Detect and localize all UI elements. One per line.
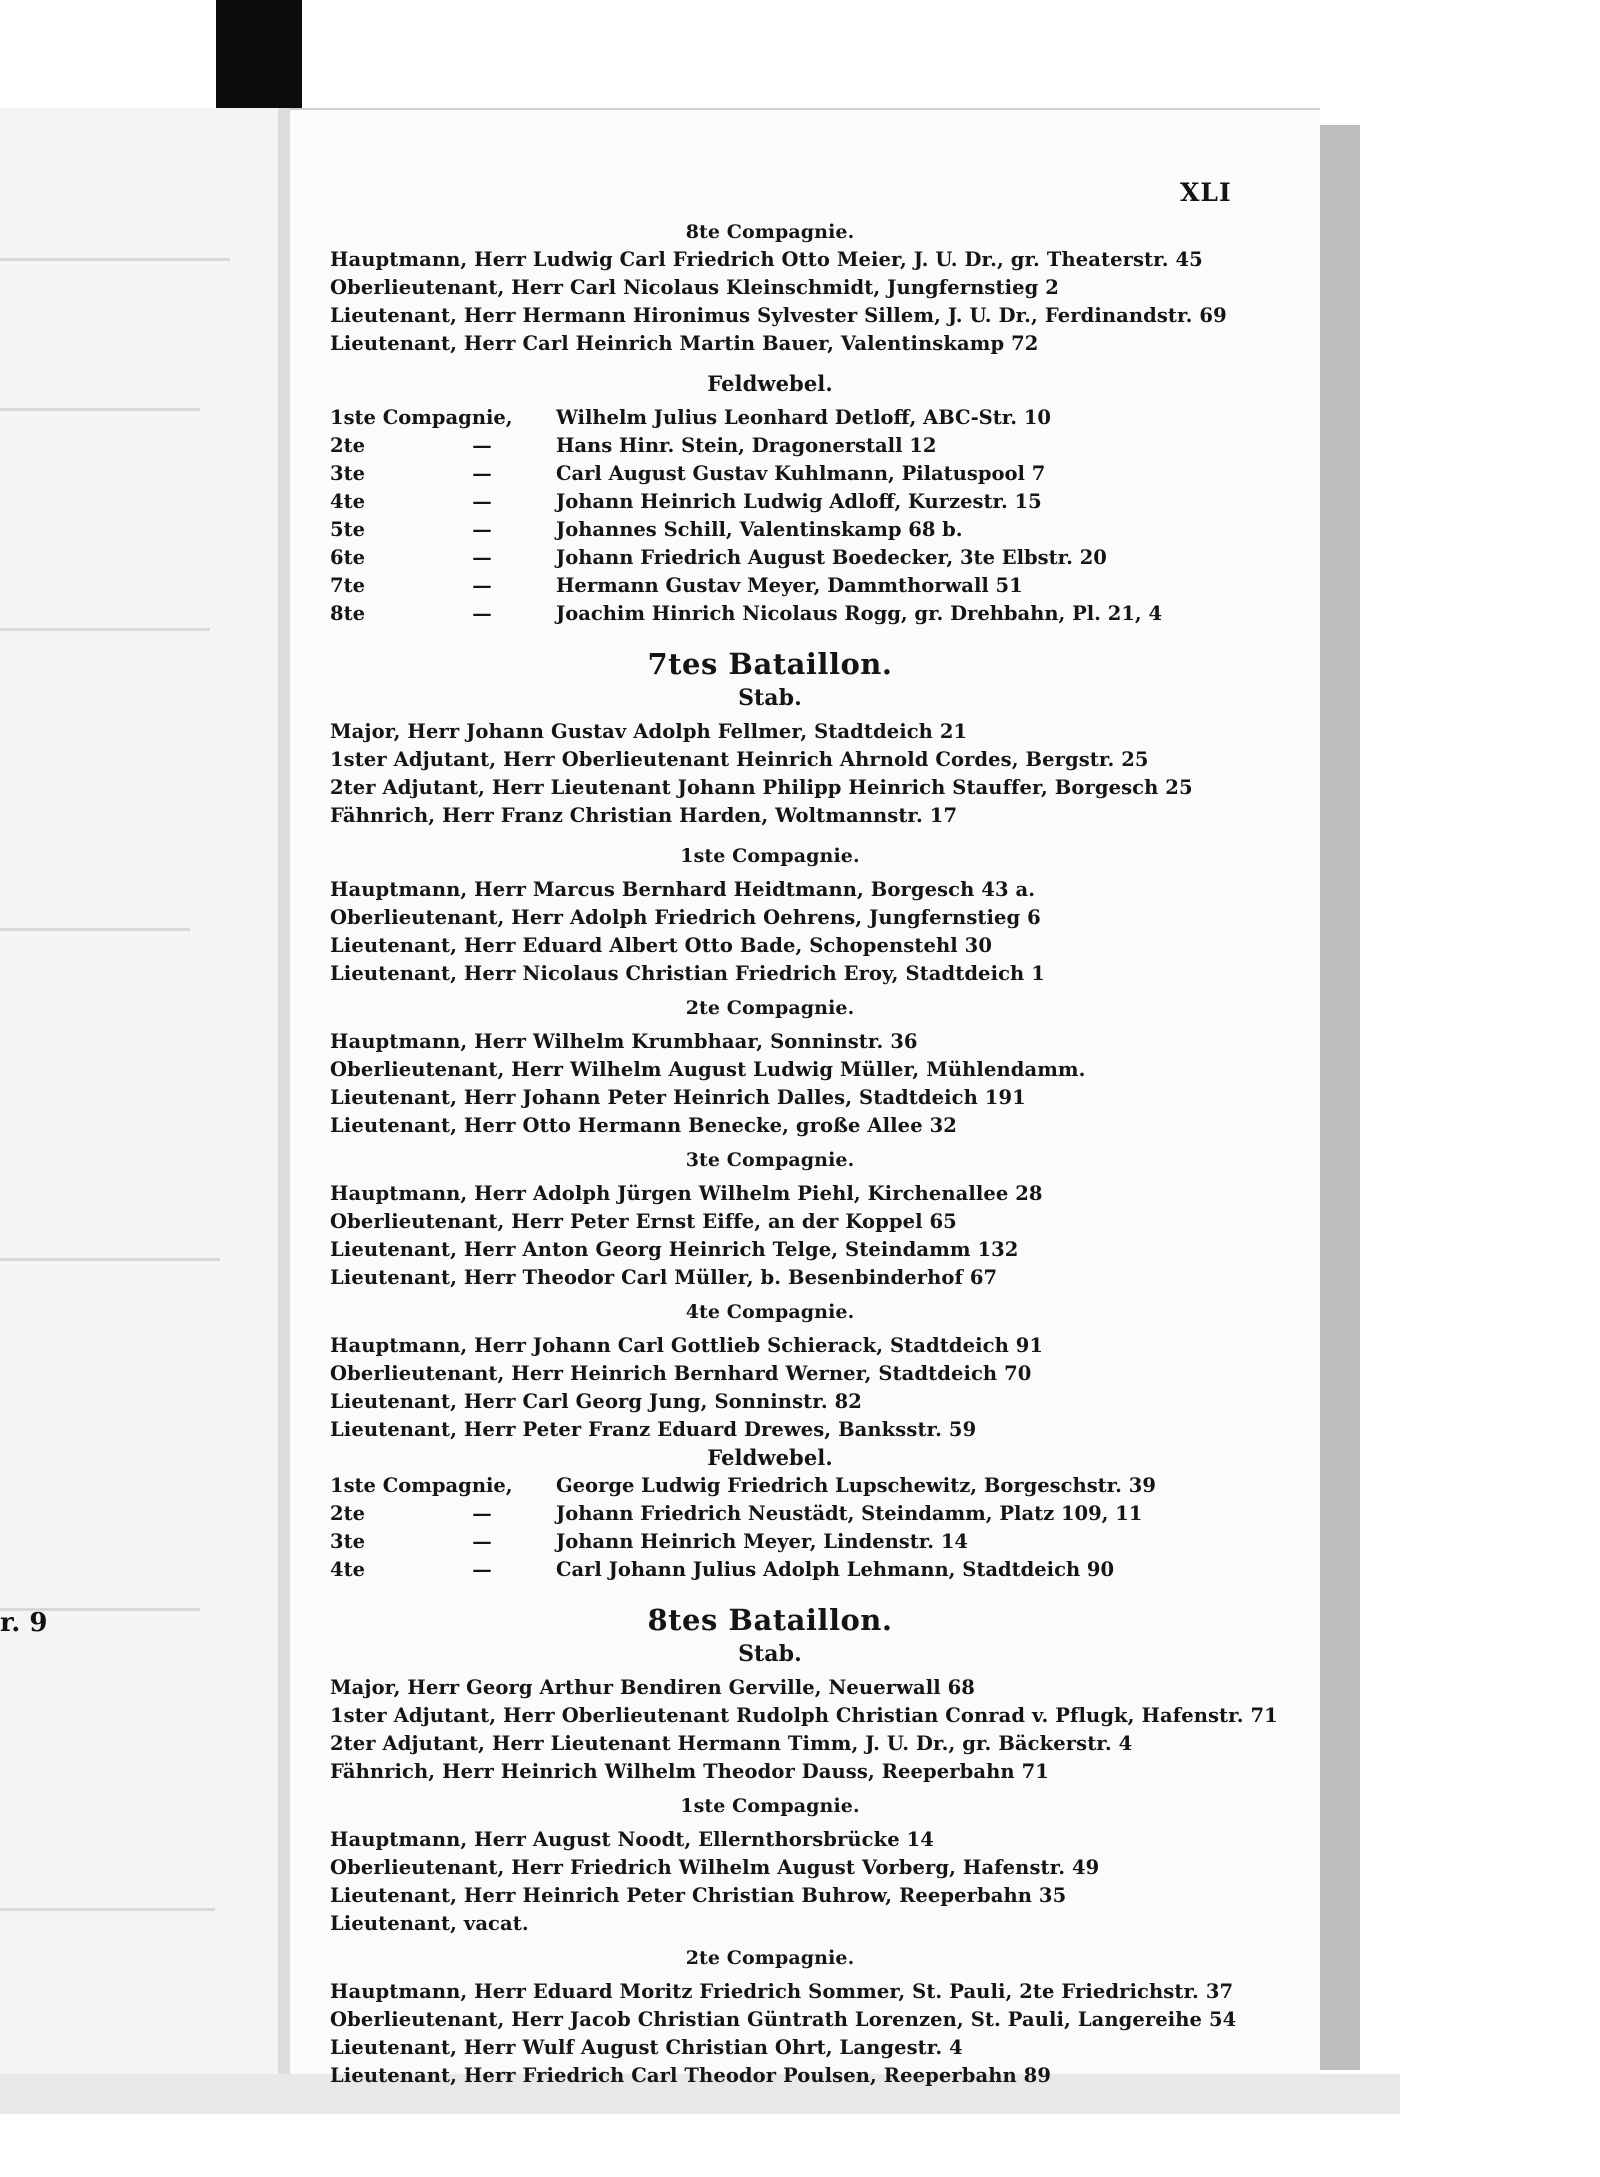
battalion-heading: 7tes Bataillon. <box>647 647 893 681</box>
feldwebel-row <box>330 432 1210 460</box>
feldwebel-name: Johann Friedrich Neustädt, Steindamm, Platz 109, 11 <box>556 1502 1143 1525</box>
book-gutter <box>278 108 290 2074</box>
ditto-dash: — <box>472 574 492 597</box>
officer-line: Oberlieutenant, Herr Heinrich Bernhard Werner, Stadtdeich 70 <box>330 1362 1032 1385</box>
page-number: XLI <box>1180 178 1232 207</box>
officer-line: Hauptmann, Herr Marcus Bernhard Heidtmann, Borgesch 43 a. <box>330 878 1036 901</box>
feldwebel-row <box>330 572 1210 600</box>
staff-line: Fähnrich, Herr Franz Christian Harden, Woltmannstr. 17 <box>330 804 958 827</box>
feldwebel-row <box>330 460 1210 488</box>
officer-line: Lieutenant, Herr Heinrich Peter Christian Buhrow, Reeperbahn 35 <box>330 1884 1067 1907</box>
officer-line: Lieutenant, Herr Hermann Hironimus Sylvester Sillem, J. U. Dr., Ferdinandstr. 69 <box>330 304 1227 327</box>
stab-heading: Stab. <box>738 685 802 711</box>
feldwebel-row <box>330 600 1210 628</box>
left-page <box>0 108 281 2074</box>
ditto-dash: — <box>472 602 492 625</box>
officer-line: Hauptmann, Herr August Noodt, Ellernthorsbrücke 14 <box>330 1828 934 1851</box>
ditto-dash: — <box>472 462 492 485</box>
officer-line: Lieutenant, Herr Eduard Albert Otto Bade, Schopenstehl 30 <box>330 934 993 957</box>
feldwebel-company: 2te <box>330 434 365 457</box>
feldwebel-row <box>330 516 1210 544</box>
bleed-line <box>0 258 230 261</box>
officer-line: Lieutenant, Herr Carl Georg Jung, Sonninstr. 82 <box>330 1390 862 1413</box>
officer-line: Hauptmann, Herr Johann Carl Gottlieb Schierack, Stadtdeich 91 <box>330 1334 1044 1357</box>
officer-line: Oberlieutenant, Herr Friedrich Wilhelm August Vorberg, Hafenstr. 49 <box>330 1856 1100 1879</box>
stab-heading: Stab. <box>738 1641 802 1667</box>
officer-line: Oberlieutenant, Herr Wilhelm August Ludwig Müller, Mühlendamm. <box>330 1058 1086 1081</box>
officer-line: Oberlieutenant, Herr Jacob Christian Güntrath Lorenzen, St. Pauli, Langereihe 54 <box>330 2008 1237 2031</box>
ditto-dash: — <box>472 1558 492 1581</box>
feldwebel-row <box>330 1500 1210 1528</box>
officer-line: Oberlieutenant, Herr Peter Ernst Eiffe, an der Koppel 65 <box>330 1210 957 1233</box>
officer-line: Lieutenant, Herr Johann Peter Heinrich Dalles, Stadtdeich 191 <box>330 1086 1026 1109</box>
feldwebel-name: Johann Friedrich August Boedecker, 3te Elbstr. 20 <box>556 546 1107 569</box>
officer-line: Lieutenant, Herr Carl Heinrich Martin Bauer, Valentinskamp 72 <box>330 332 1039 355</box>
page-edge-shadow <box>1320 125 1360 2070</box>
feldwebel-name: Johann Heinrich Meyer, Lindenstr. 14 <box>556 1530 968 1553</box>
officer-line: Lieutenant, Herr Otto Hermann Benecke, große Allee 32 <box>330 1114 957 1137</box>
feldwebel-name: Carl August Gustav Kuhlmann, Pilatuspool 7 <box>556 462 1046 485</box>
company-heading: 4te Compagnie. <box>685 1301 855 1323</box>
bleed-line <box>0 408 200 411</box>
company-heading: 2te Compagnie. <box>685 997 855 1019</box>
bleed-line <box>0 1258 220 1261</box>
officer-line: Lieutenant, Herr Friedrich Carl Theodor Poulsen, Reeperbahn 89 <box>330 2064 1051 2087</box>
company-heading: 1ste Compagnie. <box>680 1795 860 1817</box>
feldwebel-company: 3te <box>330 462 365 485</box>
feldwebel-company: 6te <box>330 546 365 569</box>
feldwebel-name: Wilhelm Julius Leonhard Detloff, ABC-Str. 10 <box>556 406 1051 429</box>
company-heading: 3te Compagnie. <box>685 1149 855 1171</box>
feldwebel-company: 1ste Compagnie, <box>330 1474 513 1497</box>
staff-line: 1ster Adjutant, Herr Oberlieutenant Heinrich Ahrnold Cordes, Bergstr. 25 <box>330 748 1149 771</box>
officer-line: Lieutenant, Herr Peter Franz Eduard Drewes, Banksstr. 59 <box>330 1418 977 1441</box>
officer-line: Oberlieutenant, Herr Adolph Friedrich Oehrens, Jungfernstieg 6 <box>330 906 1041 929</box>
feldwebel-name: Carl Johann Julius Adolph Lehmann, Stadtdeich 90 <box>556 1558 1115 1581</box>
officer-line: Lieutenant, Herr Theodor Carl Müller, b. Besenbinderhof 67 <box>330 1266 998 1289</box>
feldwebel-company: 4te <box>330 490 365 513</box>
feldwebel-name: Johann Heinrich Ludwig Adloff, Kurzestr. 15 <box>556 490 1042 513</box>
officer-line: Hauptmann, Herr Ludwig Carl Friedrich Otto Meier, J. U. Dr., gr. Theaterstr. 45 <box>330 248 1203 271</box>
feldwebel-name: Hermann Gustav Meyer, Dammthorwall 51 <box>556 574 1023 597</box>
staff-line: Fähnrich, Herr Heinrich Wilhelm Theodor Dauss, Reeperbahn 71 <box>330 1760 1049 1783</box>
bleed-line <box>0 628 210 631</box>
left-page-fragment: r. 9 <box>0 1608 48 1638</box>
feldwebel-company: 7te <box>330 574 365 597</box>
ditto-dash: — <box>472 490 492 513</box>
battalion-heading: 8tes Bataillon. <box>647 1603 893 1637</box>
officer-line: Hauptmann, Herr Adolph Jürgen Wilhelm Piehl, Kirchenallee 28 <box>330 1182 1043 1205</box>
feldwebel-row <box>330 1472 1210 1500</box>
staff-line: Major, Herr Johann Gustav Adolph Fellmer, Stadtdeich 21 <box>330 720 968 743</box>
feldwebel-heading: Feldwebel. <box>707 1445 833 1470</box>
feldwebel-row <box>330 404 1210 432</box>
officer-line: Hauptmann, Herr Eduard Moritz Friedrich Sommer, St. Pauli, 2te Friedrichstr. 37 <box>330 1980 1234 2003</box>
feldwebel-row <box>330 1556 1210 1584</box>
staff-line: 2ter Adjutant, Herr Lieutenant Johann Philipp Heinrich Stauffer, Borgesch 25 <box>330 776 1193 799</box>
company-heading: 2te Compagnie. <box>685 1947 855 1969</box>
bleed-line <box>0 928 190 931</box>
feldwebel-company: 1ste Compagnie, <box>330 406 513 429</box>
feldwebel-name: George Ludwig Friedrich Lupschewitz, Borgeschstr. 39 <box>556 1474 1156 1497</box>
feldwebel-row <box>330 488 1210 516</box>
officer-line: Lieutenant, vacat. <box>330 1912 529 1935</box>
feldwebel-company: 2te <box>330 1502 365 1525</box>
officer-line: Oberlieutenant, Herr Carl Nicolaus Kleinschmidt, Jungfernstieg 2 <box>330 276 1059 299</box>
staff-line: Major, Herr Georg Arthur Bendiren Gerville, Neuerwall 68 <box>330 1676 975 1699</box>
feldwebel-name: Johannes Schill, Valentinskamp 68 b. <box>556 518 963 541</box>
officer-line: Hauptmann, Herr Wilhelm Krumbhaar, Sonninstr. 36 <box>330 1030 918 1053</box>
company-heading: 1ste Compagnie. <box>680 845 860 867</box>
company-heading: 8te Compagnie. <box>685 221 855 243</box>
bleed-line <box>0 1908 215 1911</box>
feldwebel-name: Hans Hinr. Stein, Dragonerstall 12 <box>556 434 937 457</box>
page-content <box>330 218 1278 2090</box>
staff-line: 2ter Adjutant, Herr Lieutenant Hermann Timm, J. U. Dr., gr. Bäckerstr. 4 <box>330 1732 1133 1755</box>
officer-line: Lieutenant, Herr Wulf August Christian Ohrt, Langestr. 4 <box>330 2036 963 2059</box>
ditto-dash: — <box>472 518 492 541</box>
feldwebel-heading: Feldwebel. <box>707 371 833 396</box>
staff-line: 1ster Adjutant, Herr Oberlieutenant Rudolph Christian Conrad v. Pflugk, Hafenstr. 71 <box>330 1704 1278 1727</box>
feldwebel-company: 3te <box>330 1530 365 1553</box>
ditto-dash: — <box>472 434 492 457</box>
ditto-dash: — <box>472 546 492 569</box>
feldwebel-name: Joachim Hinrich Nicolaus Rogg, gr. Drehbahn, Pl. 21, 4 <box>556 602 1163 625</box>
feldwebel-company: 5te <box>330 518 365 541</box>
feldwebel-row <box>330 544 1210 572</box>
ditto-dash: — <box>472 1502 492 1525</box>
ditto-dash: — <box>472 1530 492 1553</box>
feldwebel-company: 4te <box>330 1558 365 1581</box>
officer-line: Lieutenant, Herr Nicolaus Christian Friedrich Eroy, Stadtdeich 1 <box>330 962 1045 985</box>
feldwebel-row <box>330 1528 1210 1556</box>
feldwebel-company: 8te <box>330 602 365 625</box>
scan-binding-shadow <box>216 0 302 112</box>
officer-line: Lieutenant, Herr Anton Georg Heinrich Telge, Steindamm 132 <box>330 1238 1019 1261</box>
